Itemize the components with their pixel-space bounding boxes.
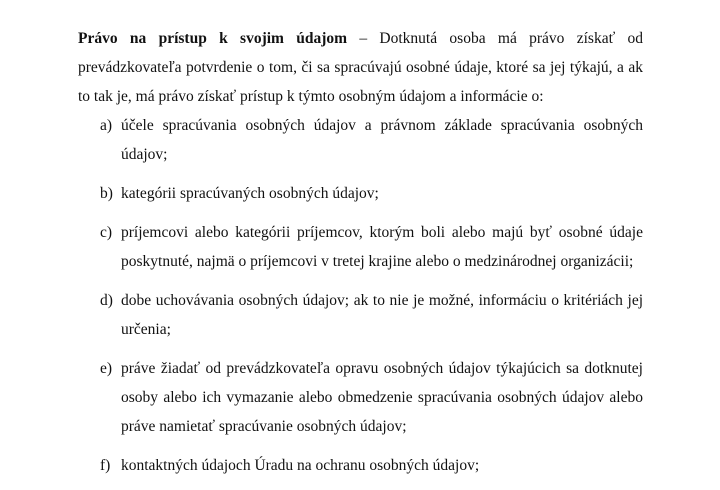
list-item-text: kategórii spracúvaných osobných údajov; xyxy=(121,185,379,202)
list-marker: e) xyxy=(100,360,113,377)
intro-text: – Dotknutá osoba má právo získať od prevádzkovateľa potvrdenie o tom, či sa spracúvajú osobné údaje, ktoré sa jej týkajú, a ak to tak je, má právo získať prístup k týmto osobným údajom a informácie o: xyxy=(78,30,643,105)
rights-list xyxy=(78,111,643,490)
intro-paragraph xyxy=(78,24,643,111)
list-item-c xyxy=(78,218,643,276)
list-item-text: príjemcovi alebo kategórii príjemcov, ktorým boli alebo majú byť osobné údaje poskytnuté, najmä o príjemcovi v tretej krajine alebo o medzinárodnej organizácii; xyxy=(121,224,643,270)
list-item-text: kontaktných údajoch Úradu na ochranu osobných údajov; xyxy=(121,457,480,474)
list-item-a xyxy=(78,111,643,169)
intro-heading: Právo na prístup k svojim údajom xyxy=(78,30,348,47)
list-item-e xyxy=(78,354,643,441)
list-item-text: účele spracúvania osobných údajov a právnom základe spracúvania osobných údajov; xyxy=(121,117,643,163)
list-item-d xyxy=(78,286,643,344)
list-item-f xyxy=(78,451,643,480)
list-marker: f) xyxy=(100,457,111,474)
list-marker: d) xyxy=(100,292,113,309)
list-item-b xyxy=(78,179,643,208)
list-marker: c) xyxy=(100,224,113,241)
list-item-text: dobe uchovávania osobných údajov; ak to nie je možné, informáciu o kritériách jej určenia; xyxy=(121,292,643,338)
list-marker: b) xyxy=(100,185,113,202)
list-marker: a) xyxy=(100,117,113,134)
list-item-text: práve žiadať od prevádzkovateľa opravu osobných údajov týkajúcich sa dotknutej osoby alebo ich vymazanie alebo obmedzenie spracúvania osobných údajov alebo práve namietať spracúvanie osobných údajov; xyxy=(121,360,643,435)
